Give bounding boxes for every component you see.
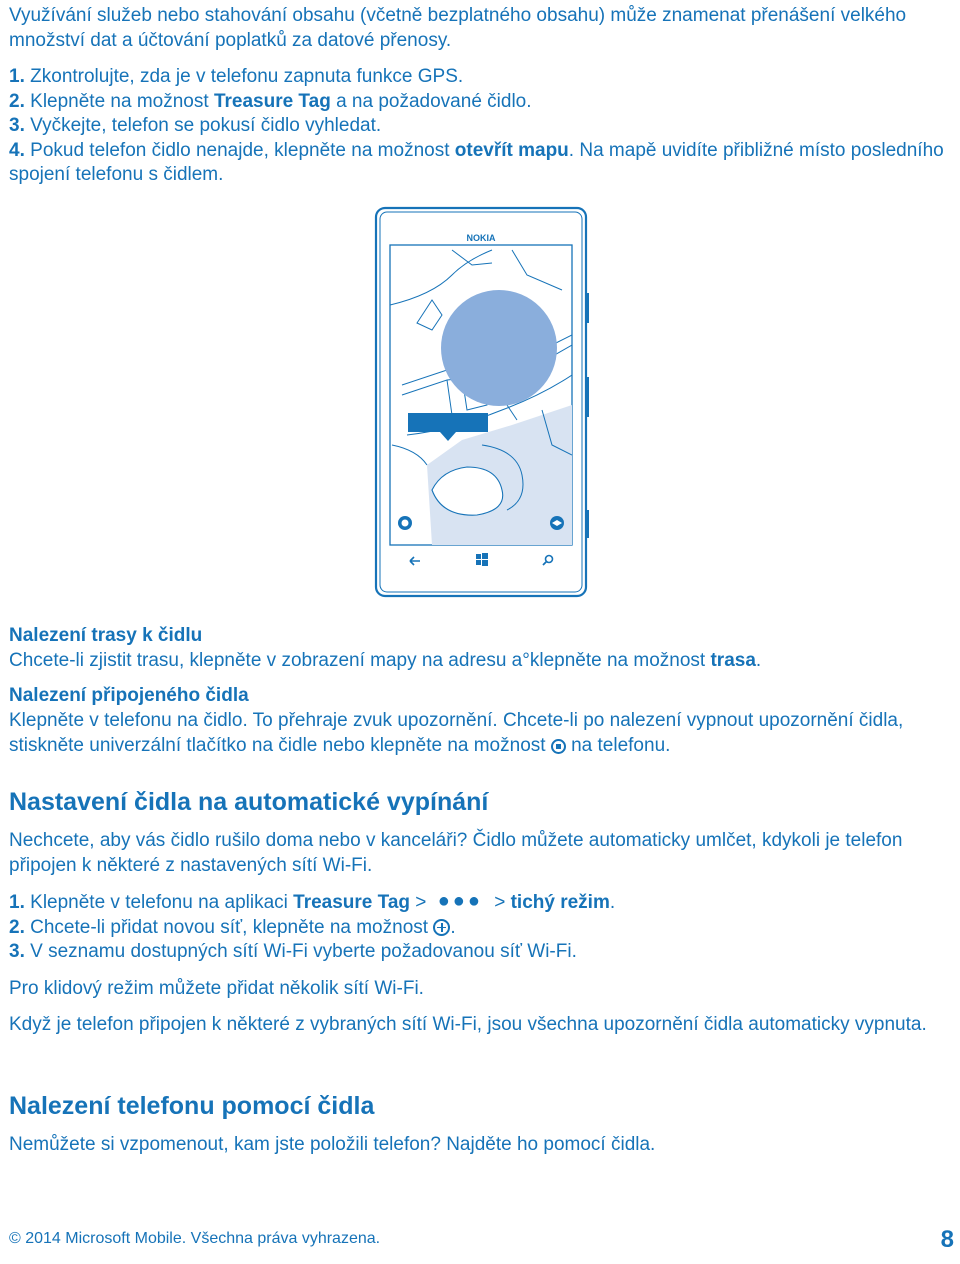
step-4 (9, 139, 957, 188)
brand-logo: NOKIA (466, 233, 496, 243)
body-text: na telefonu. (565, 734, 671, 756)
app-name: Treasure Tag (293, 892, 411, 913)
step-3 (9, 114, 957, 139)
step-number: 1. (9, 892, 25, 913)
step-2 (9, 916, 957, 941)
location-radius-circle (441, 290, 557, 406)
step-number: 2. (9, 916, 25, 938)
step-number: 2. (9, 90, 25, 112)
step-3 (9, 940, 957, 965)
app-name: Treasure Tag (213, 90, 331, 112)
section-auto-off (9, 787, 957, 1038)
section-intro: Nechcete, aby vás čidlo rušilo doma nebo v kanceláři? Čidlo můžete automaticky umlčet, kdykoli je telefon připojen k některé z nastavených sítí Wi-Fi. (9, 830, 903, 876)
section-text (9, 709, 957, 758)
section-text (9, 649, 957, 674)
footer-copyright: © 2014 Microsoft Mobile. Všechna práva vyhrazena. (9, 1230, 381, 1247)
option-route: trasa (710, 650, 756, 671)
note-auto-muted: Když je telefon připojen k některé z vybraných sítí Wi-Fi, jsou všechna upozornění čidla automaticky vypnuta. (9, 1014, 927, 1035)
map-callout (408, 413, 488, 432)
step-text: Zkontrolujte, zda je v telefonu zapnuta funkce GPS. (30, 66, 464, 87)
step-text: > (410, 892, 432, 913)
section-find-phone (9, 1091, 957, 1158)
body-text: Klepněte v telefonu na čidlo. To přehraje zvuk upozornění. Chcete-li po nalezení vypnout upozornění čidla, stiskněte univerzální tlačítko na čidle nebo klepněte na možnost (9, 710, 904, 756)
intro-paragraph (9, 4, 957, 53)
phone-illustration (372, 205, 590, 599)
page-number: 8 (940, 1226, 954, 1253)
step-text: > (488, 892, 511, 913)
step-number: 4. (9, 139, 25, 161)
section-heading: Nalezení připojeného čidla (9, 685, 249, 706)
section-text: Nemůžete si vzpomenout, kam jste položili telefon? Najděte ho pomocí čidla. (9, 1134, 656, 1155)
body-text: Chcete-li zjistit trasu, klepněte v zobrazení mapy na adresu a°klepněte na možnost (9, 650, 711, 671)
add-icon (433, 919, 450, 936)
step-1 (9, 889, 957, 916)
step-number: 3. (9, 115, 25, 136)
step-number: 1. (9, 66, 25, 87)
step-text: Pokud telefon čidlo nenajde, klepněte na možnost (30, 139, 455, 161)
step-text: Chcete-li přidat novou síť, klepněte na možnost (30, 916, 434, 938)
stop-icon (551, 739, 566, 754)
section-title: Nalezení telefonu pomocí čidla (9, 1092, 375, 1120)
step-number: 3. (9, 941, 25, 962)
intro-text: Využívání služeb nebo stahování obsahu (včetně bezplatného obsahu) může znamenat přenášení velkého množství dat a účtování poplatků za datové přenosy. (9, 5, 907, 51)
step-text: a na požadované čidlo. (330, 90, 532, 112)
step-text: Klepněte na možnost (30, 90, 214, 112)
section-route (9, 624, 957, 674)
body-text: . (755, 650, 762, 671)
option-silent-mode: tichý režim (510, 892, 610, 913)
step-2 (9, 90, 957, 115)
step-text: Klepněte v telefonu na aplikaci (30, 892, 294, 913)
note-multiple-networks: Pro klidový režim můžete přidat několik sítí Wi-Fi. (9, 977, 424, 999)
step-text: V seznamu dostupných sítí Wi-Fi vyberte požadovanou síť Wi-Fi. (30, 941, 577, 962)
option-open-map: otevřít mapu (454, 139, 569, 161)
step-text: . (609, 892, 616, 913)
step-text: . (450, 916, 456, 938)
steps-find-tag (9, 65, 957, 188)
step-1 (9, 65, 957, 90)
section-heading: Nalezení trasy k čidlu (9, 625, 203, 646)
steps-auto-off (9, 889, 957, 965)
more-icon: ●●● (437, 890, 483, 912)
step-text: Vyčkejte, telefon se pokusí čidlo vyhledat. (30, 115, 382, 136)
step-text: . Na mapě uvidíte přibližné místo posledního spojení telefonu s čidlem. (9, 139, 944, 185)
phone-screen (390, 245, 572, 545)
section-connected (9, 684, 957, 758)
section-title: Nastavení čidla na automatické vypínání (9, 788, 489, 816)
